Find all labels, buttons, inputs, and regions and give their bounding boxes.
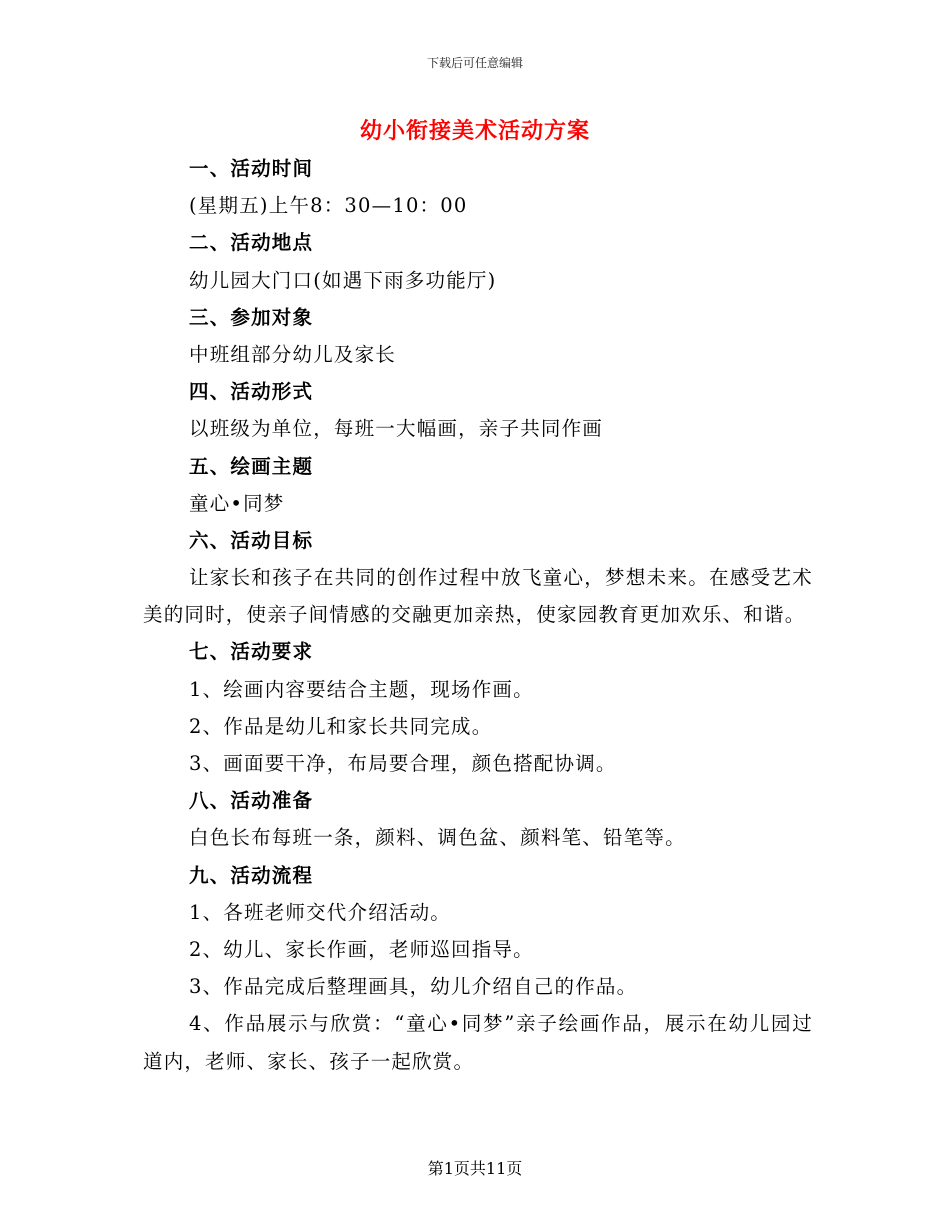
section-heading-time: 一、活动时间 bbox=[189, 157, 314, 180]
section-text-format: 以班级为单位，每班一大幅画，亲子共同作画 bbox=[189, 417, 604, 441]
process-item: 3、作品完成后整理画具，幼儿介绍自己的作品。 bbox=[189, 975, 638, 999]
section-heading-theme: 五、绘画主题 bbox=[189, 454, 314, 478]
process-item: 2、幼儿、家长作画，老师巡回指导。 bbox=[189, 937, 534, 961]
section-heading-format: 四、活动形式 bbox=[189, 380, 314, 404]
section-text-location: 幼儿园大门口(如遇下雨多功能厅) bbox=[189, 268, 497, 292]
section-text-preparation: 白色长布每班一条，颜料、调色盆、颜料笔、铅笔等。 bbox=[189, 826, 686, 850]
section-text-participants: 中班组部分幼儿及家长 bbox=[189, 342, 397, 366]
requirement-item: 3、画面要干净，布局要合理，颜色搭配协调。 bbox=[189, 752, 617, 776]
process-item: 1、各班老师交代介绍活动。 bbox=[189, 900, 452, 924]
section-heading-requirements: 七、活动要求 bbox=[189, 640, 314, 664]
document-title: 幼小衔接美术活动方案 bbox=[359, 118, 590, 144]
section-heading-goals: 六、活动目标 bbox=[189, 528, 314, 552]
section-heading-location: 二、活动地点 bbox=[189, 231, 314, 255]
section-text-goals: 让家长和孩子在共同的创作过程中放飞童心，梦想未来。在感受艺术美的同时，使亲子间情感的交融更加亲热，使家园教育更加欢乐、和谐。 bbox=[143, 566, 813, 627]
section-text-theme: 童心•同梦 bbox=[189, 491, 285, 515]
section-text-time: (星期五)上午8：30—10：00 bbox=[189, 194, 468, 218]
process-item: 4、作品展示与欣赏：“童心•同梦”亲子绘画作品，展示在幼儿园过道内，老师、家长、孩子一起欣赏。 bbox=[143, 1012, 813, 1073]
header-note: 下载后可任意编辑 bbox=[426, 56, 523, 70]
section-heading-participants: 三、参加对象 bbox=[189, 305, 314, 329]
section-heading-preparation: 八、活动准备 bbox=[189, 789, 314, 813]
section-heading-process: 九、活动流程 bbox=[189, 863, 314, 887]
page-footer: 第1页共11页 bbox=[427, 1159, 523, 1178]
requirement-item: 2、作品是幼儿和家长共同完成。 bbox=[189, 714, 493, 738]
document-body bbox=[143, 150, 813, 1080]
requirement-item: 1、绘画内容要结合主题，现场作画。 bbox=[189, 677, 534, 701]
